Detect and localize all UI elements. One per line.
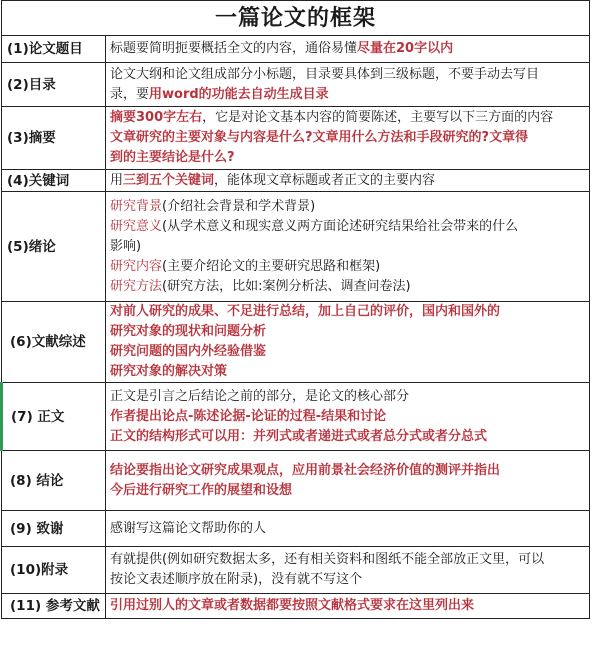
body-text: 标题要简明扼要概括全文的内容，通俗易懂 xyxy=(110,41,358,56)
highlight-text: 结论要指出论文研究成果观点，应用前景社会经济价值的测评并指出 xyxy=(110,462,501,478)
table-row xyxy=(2,547,590,594)
description-line xyxy=(110,519,586,539)
table-title: 一篇论文的框架 xyxy=(2,1,590,36)
section-label: (9) 致谢 xyxy=(2,511,106,547)
table-row xyxy=(2,511,590,547)
body-text: (介绍社会背景和学术背景) xyxy=(162,198,316,214)
description-line xyxy=(110,237,586,257)
description-line xyxy=(110,257,586,277)
section-description xyxy=(106,170,590,192)
table-row xyxy=(2,107,590,170)
description-line xyxy=(110,481,586,501)
highlight-text: 三到五个关键词 xyxy=(123,172,215,188)
body-text: 影响) xyxy=(110,238,142,254)
table-row xyxy=(2,63,590,107)
section-description xyxy=(106,107,590,170)
section-description xyxy=(106,63,590,107)
table-row xyxy=(2,383,590,451)
highlight-text: 正文的结构形式可以用：并列式或者递进式或者总分式或者分总式 xyxy=(110,428,488,444)
description-line xyxy=(110,277,586,297)
section-description xyxy=(106,594,590,619)
body-text: (研究方法，比如:案例分析法、调查问卷法) xyxy=(162,278,411,294)
highlight-text: 今后进行研究工作的展望和设想 xyxy=(110,482,293,498)
highlight-text: 摘要300字左右 xyxy=(110,110,203,125)
section-label: (5)绪论 xyxy=(2,192,106,302)
highlight-text: 对前人研究的成果、不足进行总结，加上自己的评价，国内和国外的 xyxy=(110,304,501,319)
body-text: 按论文表述顺序放在附录)，没有就不写这个 xyxy=(110,572,363,587)
section-description xyxy=(106,302,590,383)
table-row xyxy=(2,36,590,63)
body-text: (从学术意义和现实意义两方面论述研究结果给社会带来的什么 xyxy=(162,218,519,234)
description-line xyxy=(110,322,586,342)
highlight-text: 研究意义 xyxy=(110,218,163,234)
highlight-text: 用word的功能去自动生成目录 xyxy=(149,86,329,102)
highlight-text: 研究方法 xyxy=(110,278,163,294)
highlight-text: 研究内容 xyxy=(110,258,163,274)
highlight-text: 引用过别人的文章或者数据都要按照文献格式要求在这里列出来 xyxy=(110,598,475,613)
section-label: (11) 参考文献 xyxy=(2,594,106,619)
section-label: (8) 结论 xyxy=(2,451,106,511)
description-line xyxy=(110,387,586,407)
description-line xyxy=(110,128,586,148)
description-line xyxy=(110,217,586,237)
description-line xyxy=(110,362,586,382)
table-row xyxy=(2,192,590,302)
section-description xyxy=(106,547,590,594)
body-text: ，它是对论文基本内容的简要陈述，主要写以下三方面的内容 xyxy=(202,110,554,125)
section-label: (3)摘要 xyxy=(2,107,106,170)
highlight-text: 研究问题的国内外经验借鉴 xyxy=(110,344,267,359)
description-line xyxy=(110,197,586,217)
body-text: 正文是引言之后结论之前的部分，是论文的核心部分 xyxy=(110,388,410,404)
table-row xyxy=(2,302,590,383)
description-line xyxy=(110,302,586,322)
section-label: (7) 正文 xyxy=(2,383,106,451)
body-text: 论文大纲和论文组成部分小标题，目录要具体到三级标题，不要手动去写目 xyxy=(110,66,540,82)
body-text: ，能体现文章标题或者正文的主要内容 xyxy=(214,172,436,188)
section-description xyxy=(106,192,590,302)
body-text: 感谢写这篇论文帮助你的人 xyxy=(110,520,267,536)
description-line xyxy=(110,596,586,616)
body-text: (主要介绍论文的主要研究思路和框架) xyxy=(162,258,381,274)
highlight-text: 作者提出论点-陈述论据-论证的过程-结果和讨论 xyxy=(110,408,387,424)
section-label: (10)附录 xyxy=(2,547,106,594)
section-label: (2)目录 xyxy=(2,63,106,107)
description-line xyxy=(110,427,586,447)
table-row xyxy=(2,170,590,192)
highlight-text: 文章研究的主要对象与内容是什么?文章用什么方法和手段研究的?文章得 xyxy=(110,130,529,145)
section-description xyxy=(106,451,590,511)
body-text: 录，要 xyxy=(110,86,150,102)
body-text: 有就提供(例如研究数据太多，还有相关资料和图纸不能全部放正文里，可以 xyxy=(110,552,545,567)
description-line xyxy=(110,148,586,168)
description-line xyxy=(110,570,586,590)
section-description xyxy=(106,383,590,451)
section-description xyxy=(106,36,590,63)
highlight-text: 研究对象的解决对策 xyxy=(110,364,228,379)
description-line xyxy=(110,39,586,59)
body-text: 用 xyxy=(110,172,124,188)
table-row xyxy=(2,451,590,511)
description-line xyxy=(110,65,586,85)
title-row xyxy=(2,1,590,36)
description-line xyxy=(110,550,586,570)
highlight-text: 尽量在20字以内 xyxy=(357,41,454,56)
section-label: (4)关键词 xyxy=(2,170,106,192)
description-line xyxy=(110,85,586,105)
table-row xyxy=(2,594,590,619)
section-description xyxy=(106,511,590,547)
description-line xyxy=(110,108,586,128)
highlight-text: 到的主要结论是什么? xyxy=(110,150,235,165)
description-line xyxy=(110,171,586,191)
section-label: (6)文献综述 xyxy=(2,302,106,383)
description-line xyxy=(110,342,586,362)
description-line xyxy=(110,407,586,427)
section-label: (1)论文题目 xyxy=(2,36,106,63)
highlight-text: 研究对象的现状和问题分析 xyxy=(110,324,267,339)
description-line xyxy=(110,461,586,481)
highlight-text: 研究背景 xyxy=(110,198,163,214)
